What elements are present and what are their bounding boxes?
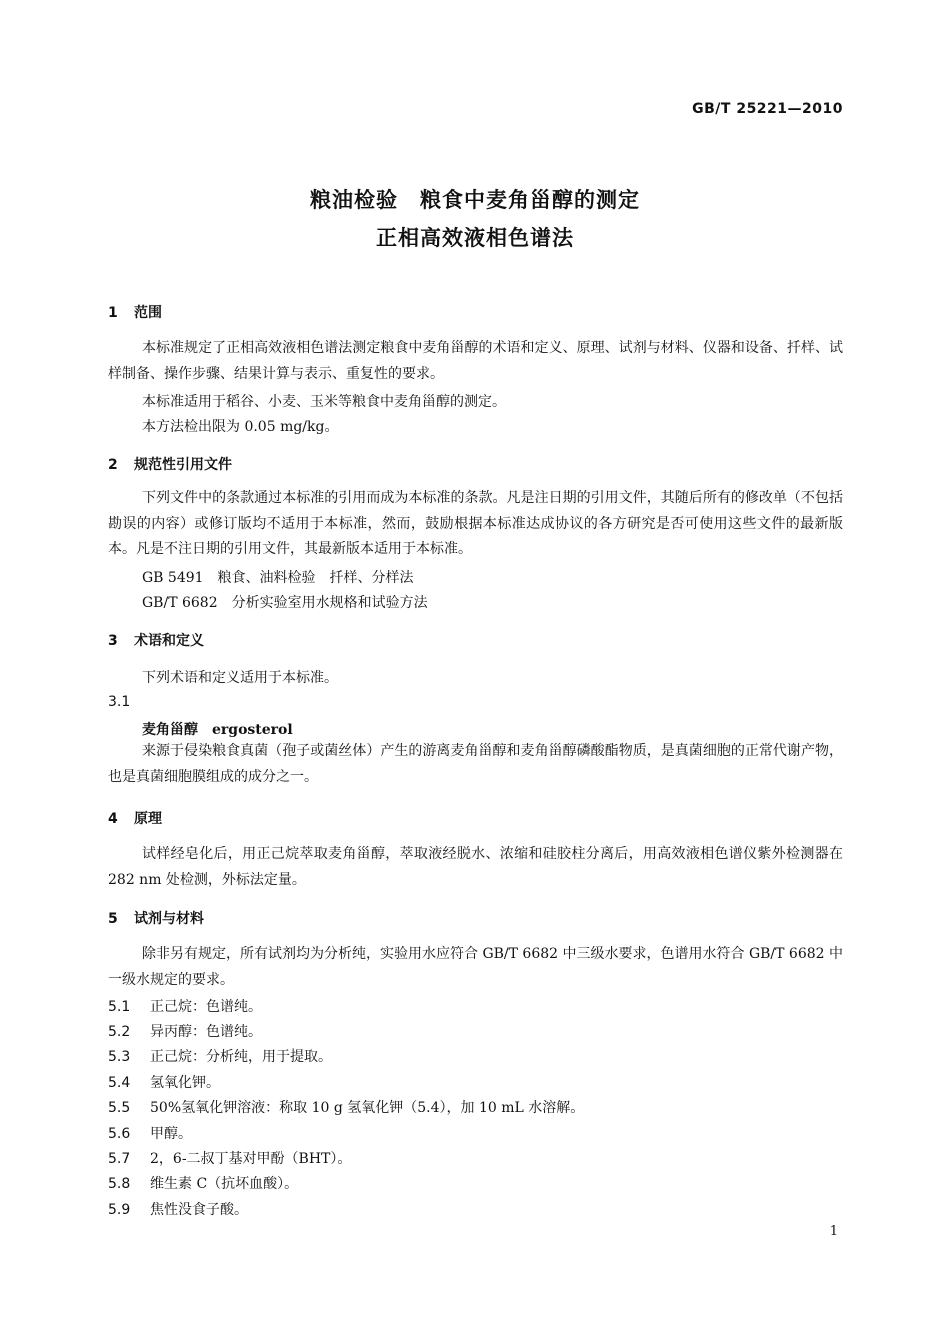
section-number: 4 — [108, 811, 118, 827]
item-text: 维生素 C（抗坏血酸）。 — [150, 1176, 299, 1192]
item-number: 5.7 — [108, 1151, 131, 1167]
document-title-line-2: 正相高效液相色谱法 — [376, 226, 574, 250]
reagent-item — [108, 1123, 192, 1143]
principle-paragraph: 试样经皂化后，用正己烷萃取麦角甾醇，萃取液经脱水、浓缩和硅胶柱分离后，用高效液相色谱仪紫外检测器在 282 nm 处检测，外标法定量。 — [108, 846, 843, 888]
term-entry — [142, 719, 293, 739]
standard-code: GB/T 25221—2010 — [692, 101, 843, 117]
item-number: 5.2 — [108, 1024, 131, 1040]
section-title: 试剂与材料 — [134, 911, 204, 927]
section-number: 5 — [108, 911, 118, 927]
terms-intro: 下列术语和定义适用于本标准。 — [142, 670, 338, 686]
section-4-heading — [108, 808, 162, 828]
section-title: 术语和定义 — [134, 633, 204, 649]
references-paragraph: 下列文件中的条款通过本标准的引用而成为本标准的条款。凡是注日期的引用文件，其随后所有的修改单（不包括勘误的内容）或修订版均不适用于本标准，然而，鼓励根据本标准达成协议的各方研究是否可使用这些文件的最新版本。凡是不注日期的引用文件，其最新版本适用于本标准。 — [108, 490, 843, 557]
section-title: 原理 — [134, 811, 162, 827]
item-text: 2，6-二叔丁基对甲酚（BHT）。 — [150, 1151, 352, 1167]
term-definition: 来源于侵染粮食真菌（孢子或菌丝体）产生的游离麦角甾醇和麦角甾醇磷酸酯物质，是真菌细胞的正常代谢产物，也是真菌细胞膜组成的成分之一。 — [108, 743, 843, 785]
scope-paragraph-1: 本标准规定了正相高效液相色谱法测定粮食中麦角甾醇的术语和定义、原理、试剂与材料、仪器和设备、扦样、试样制备、操作步骤、结果计算与表示、重复性的要求。 — [108, 340, 843, 382]
item-text: 焦性没食子酸。 — [150, 1202, 248, 1218]
item-number: 5.8 — [108, 1176, 131, 1192]
reagent-item — [108, 1072, 220, 1092]
reagent-item — [108, 1173, 298, 1193]
reagent-item — [108, 1097, 584, 1117]
reagent-item — [108, 1021, 262, 1041]
item-number: 5.5 — [108, 1100, 131, 1116]
section-1-heading — [108, 302, 162, 322]
reagent-item — [108, 1148, 351, 1168]
item-text: 甲醇。 — [150, 1126, 192, 1142]
reagents-intro-paragraph: 除非另有规定，所有试剂均为分析纯，实验用水应符合 GB/T 6682 中三级水要求，色谱用水符合 GB/T 6682 中一级水规定的要求。 — [108, 946, 844, 988]
item-text: 正己烷：分析纯，用于提取。 — [150, 1049, 332, 1065]
item-text: 50%氢氧化钾溶液：称取 10 g 氢氧化钾（5.4），加 10 mL 水溶解。 — [150, 1100, 585, 1116]
document-title-line-1: 粮油检验 粮食中麦角甾醇的测定 — [310, 188, 640, 212]
scope-paragraph-2: 本标准适用于稻谷、小麦、玉米等粮食中麦角甾醇的测定。 — [142, 394, 506, 410]
section-number: 1 — [108, 305, 118, 321]
reference-gb-5491: GB 5491 粮食、油料检验 扦样、分样法 — [142, 570, 414, 586]
item-text: 氢氧化钾。 — [150, 1075, 220, 1091]
subclause-number: 3.1 — [108, 694, 131, 710]
section-number: 2 — [108, 457, 118, 473]
reagent-item — [108, 1199, 248, 1219]
reagent-item — [108, 996, 262, 1016]
section-3-heading — [108, 630, 204, 650]
item-number: 5.3 — [108, 1049, 131, 1065]
item-text: 异丙醇：色谱纯。 — [150, 1024, 262, 1040]
section-title: 范围 — [134, 305, 162, 321]
scope-paragraph-3: 本方法检出限为 0.05 mg/kg。 — [142, 419, 339, 435]
item-number: 5.4 — [108, 1075, 131, 1091]
section-title: 规范性引用文件 — [134, 457, 232, 473]
page-number: 1 — [829, 1224, 838, 1239]
item-number: 5.9 — [108, 1202, 131, 1218]
reagent-item — [108, 1046, 332, 1066]
item-text: 正己烷：色谱纯。 — [150, 999, 262, 1015]
item-number: 5.6 — [108, 1126, 131, 1142]
reference-gb-t-6682: GB/T 6682 分析实验室用水规格和试验方法 — [142, 595, 428, 611]
section-2-heading — [108, 454, 232, 474]
section-number: 3 — [108, 633, 118, 649]
term-english: ergosterol — [212, 722, 293, 738]
section-5-heading — [108, 908, 204, 928]
item-number: 5.1 — [108, 999, 131, 1015]
term-chinese: 麦角甾醇 — [142, 722, 198, 738]
